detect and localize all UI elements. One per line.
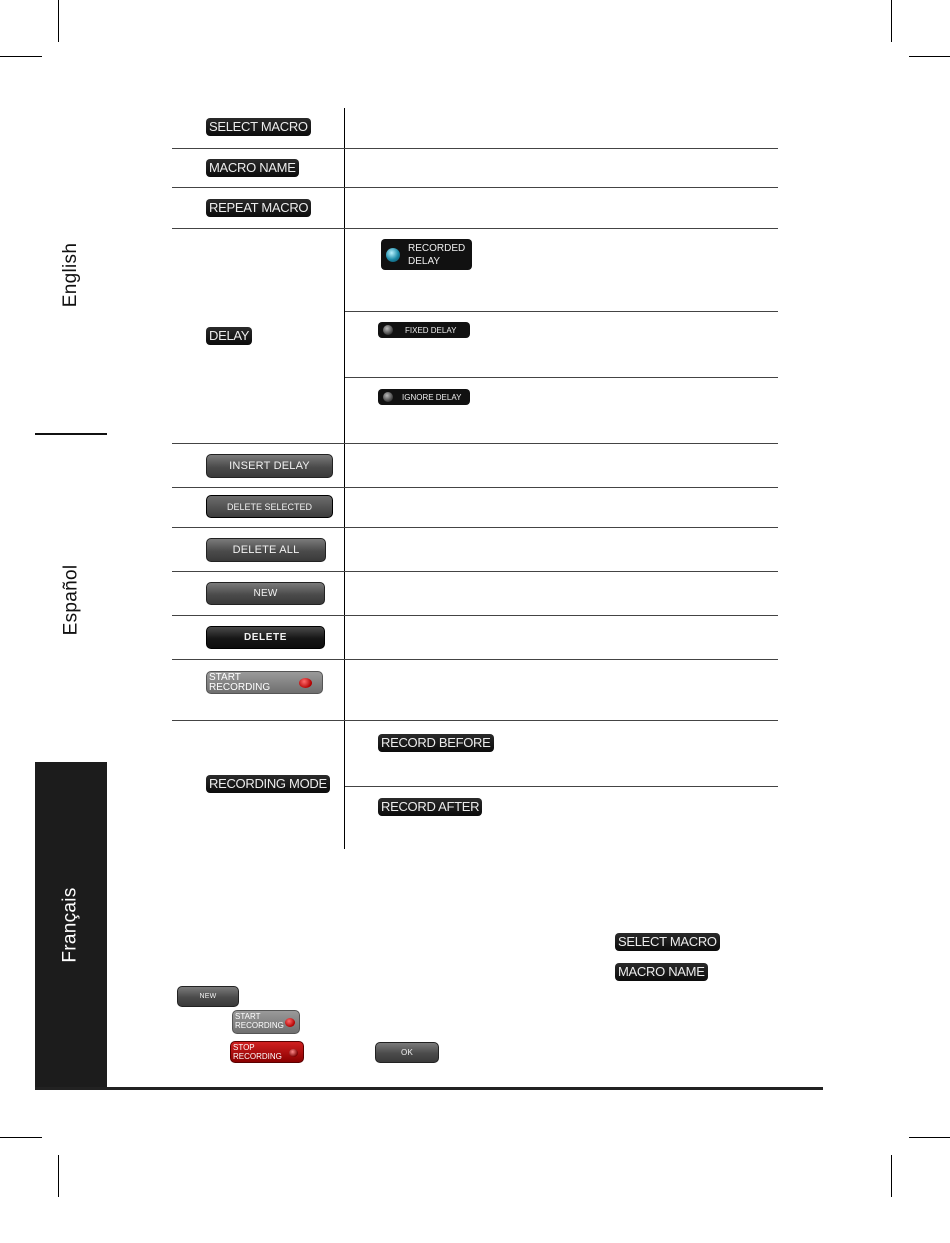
lang-tab-english: [35, 175, 107, 375]
row-divider: [172, 187, 778, 188]
table-column-divider: [344, 108, 345, 849]
lang-label: Français: [60, 886, 82, 963]
radio-led-icon: [383, 325, 393, 335]
row-divider: [172, 720, 778, 721]
row-divider: [172, 148, 778, 149]
crop-mark: [0, 56, 42, 57]
record-before-option[interactable]: RECORD BEFORE: [378, 734, 494, 752]
row-divider: [172, 615, 778, 616]
start-recording-label-line1: START: [209, 672, 241, 683]
recorded-delay-label-line1: RECORDED: [408, 242, 466, 254]
row-divider: [345, 786, 778, 787]
record-dot-icon: [285, 1018, 295, 1027]
lang-label: Español: [59, 564, 81, 636]
row-divider: [172, 571, 778, 572]
row-divider: [172, 228, 778, 229]
step-stop-recording-button[interactable]: [230, 1041, 304, 1063]
recorded-delay-option[interactable]: [381, 239, 472, 270]
step-select-macro-label: SELECT MACRO: [615, 933, 720, 951]
stop-dot-icon: [289, 1049, 298, 1057]
insert-delay-button[interactable]: INSERT DELAY: [206, 454, 333, 478]
radio-led-icon: [386, 248, 400, 262]
delete-selected-button[interactable]: DELETE SELECTED: [206, 495, 333, 518]
repeat-macro-label: REPEAT MACRO: [206, 199, 311, 217]
recording-mode-label: RECORDING MODE: [206, 775, 330, 793]
start-recording-button[interactable]: [206, 671, 323, 694]
ignore-delay-label: IGNORE DELAY: [402, 392, 462, 402]
row-divider: [172, 443, 778, 444]
delete-all-button[interactable]: DELETE ALL: [206, 538, 326, 562]
crop-mark: [891, 0, 892, 42]
step-stop-recording-line2: RECORDING: [233, 1052, 282, 1061]
recorded-delay-label-line2: DELAY: [408, 255, 441, 267]
fixed-delay-option[interactable]: [378, 322, 470, 338]
ignore-delay-option[interactable]: [378, 389, 470, 405]
select-macro-label: SELECT MACRO: [206, 118, 311, 136]
macro-name-label: MACRO NAME: [206, 159, 299, 177]
crop-mark: [0, 1137, 42, 1138]
step-start-recording-line2: RECORDING: [235, 1021, 284, 1030]
crop-mark: [891, 1155, 892, 1197]
crop-mark: [58, 0, 59, 42]
delete-button[interactable]: DELETE: [206, 626, 325, 649]
lang-tab-espanol: [35, 495, 107, 705]
lang-tab-francais: [35, 762, 107, 1087]
crop-mark: [909, 56, 950, 57]
row-divider: [172, 659, 778, 660]
step-start-recording-line1: START: [235, 1012, 261, 1021]
delay-label: DELAY: [206, 327, 252, 345]
row-divider: [345, 311, 778, 312]
fixed-delay-label: FIXED DELAY: [405, 325, 457, 335]
step-new-button[interactable]: NEW: [177, 986, 239, 1007]
radio-led-icon: [383, 392, 393, 402]
lang-label: English: [59, 242, 81, 308]
start-recording-label-line2: RECORDING: [209, 682, 271, 693]
step-ok-button[interactable]: OK: [375, 1042, 439, 1063]
record-after-option[interactable]: RECORD AFTER: [378, 798, 482, 816]
step-start-recording-button[interactable]: [232, 1010, 300, 1034]
step-stop-recording-line1: STOP: [233, 1043, 255, 1052]
step-macro-name-label: MACRO NAME: [615, 963, 708, 981]
row-divider: [345, 377, 778, 378]
row-divider: [172, 487, 778, 488]
crop-mark: [909, 1137, 950, 1138]
new-button[interactable]: NEW: [206, 582, 325, 605]
crop-mark: [58, 1155, 59, 1197]
bottom-rule: [35, 1087, 823, 1090]
record-dot-icon: [299, 678, 312, 688]
tab-divider: [35, 433, 107, 435]
row-divider: [172, 527, 778, 528]
